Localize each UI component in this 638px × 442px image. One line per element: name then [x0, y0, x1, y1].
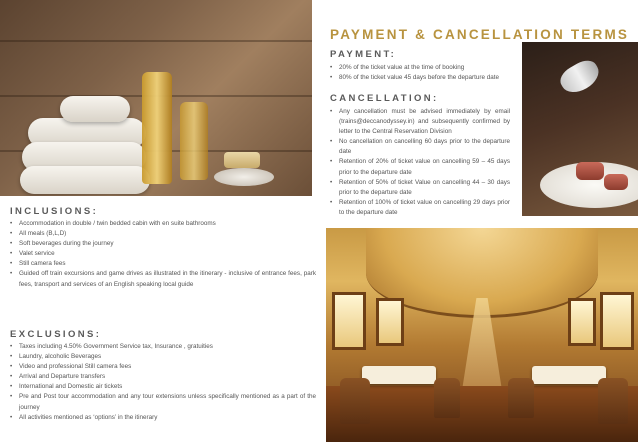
list-item: • No cancellation on cancelling 60 days prior to the departure date	[330, 137, 510, 157]
payment-list	[330, 63, 520, 83]
inclusions-list	[10, 219, 316, 290]
train-interior-photo	[326, 228, 638, 442]
exclusions-list	[10, 342, 316, 423]
list-item: • Arrival and Departure transfers	[10, 372, 316, 382]
list-item: • Still camera fees	[10, 259, 316, 269]
list-item: • Accommodation in double / twin bedded cabin with en suite bathrooms	[10, 219, 316, 229]
list-item: • All activities mentioned as ‘options’ in the itinerary	[10, 413, 316, 423]
cancellation-heading: CANCELLATION:	[330, 93, 439, 104]
list-item: • Soft beverages during the journey	[10, 239, 316, 249]
list-item: • Pre and Post tour accommodation and any tour extensions unless specifically mentioned as a part of the journey	[10, 392, 316, 412]
list-item: • All meals (B,L,D)	[10, 229, 316, 239]
list-item: • International and Domestic air tickets	[10, 382, 316, 392]
exclusions-heading: EXCLUSIONS:	[10, 329, 102, 340]
inclusions-heading: INCLUSIONS:	[10, 206, 99, 217]
page-title: PAYMENT & CANCELLATION TERMS	[330, 27, 630, 42]
list-item: • Valet service	[10, 249, 316, 259]
list-item: • Taxes including 4.50% Government Service tax, Insurance , gratuities	[10, 342, 316, 352]
list-item: • Retention of 20% of ticket value on cancelling 59 – 45 days prior to the departure date	[330, 157, 510, 177]
list-item: • Guided off train excursions and game drives as illustrated in the itinerary - inclusive of entrance fees, park fees, transport and services of an English speaking local guide	[10, 269, 316, 289]
list-item: • Any cancellation must be advised immediately by email (trains@deccanodyssey.in) and subsequently confirmed by letter to the Central Reservation Division	[330, 107, 510, 137]
dish-photo	[522, 42, 638, 216]
spa-photo	[0, 0, 312, 196]
list-item: • Retention of 100% of ticket value on cancelling 29 days prior to the departure date	[330, 198, 510, 218]
list-item: • 20% of the ticket value at the time of booking	[330, 63, 520, 73]
list-item: • Video and professional Still camera fees	[10, 362, 316, 372]
list-item: • Laundry, alcoholic Beverages	[10, 352, 316, 362]
list-item: • Retention of 50% of ticket Value on cancelling 44 – 30 days prior to the departure date	[330, 178, 510, 198]
payment-heading: PAYMENT:	[330, 49, 397, 60]
cancellation-list	[330, 107, 510, 218]
list-item: • 80% of the ticket value 45 days before the departure date	[330, 73, 520, 83]
